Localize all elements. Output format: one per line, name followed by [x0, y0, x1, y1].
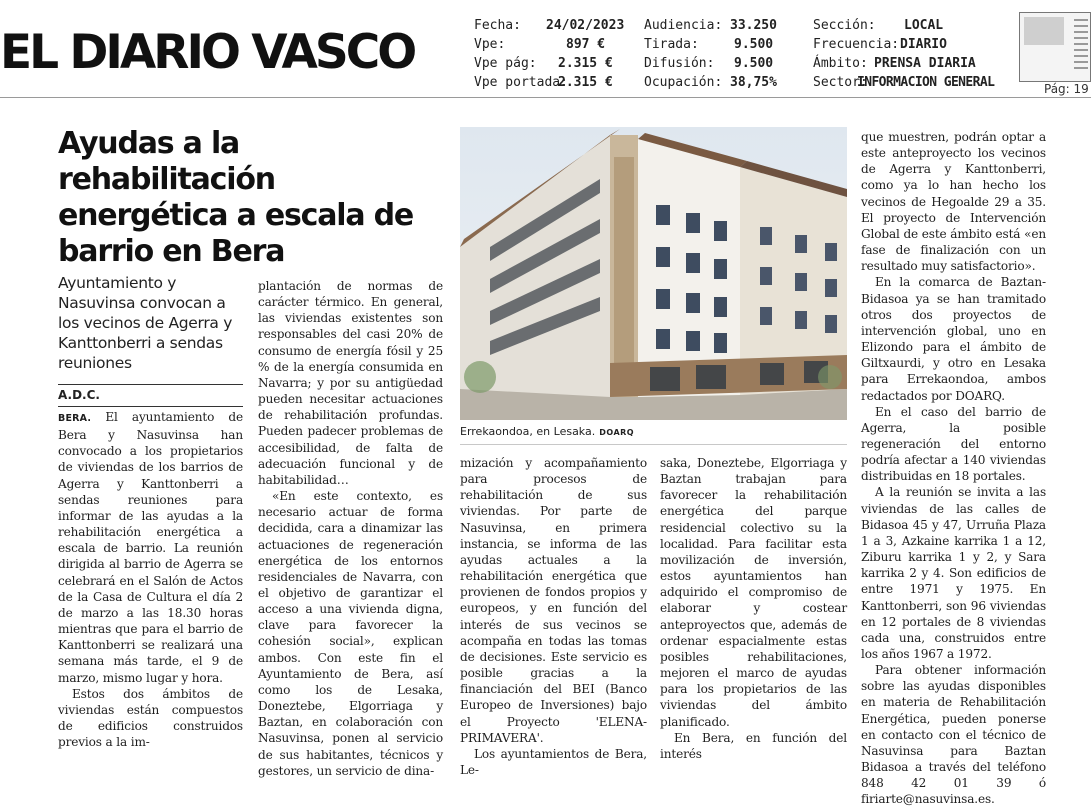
paragraph: Estos dos ámbitos de viviendas están compuestos de edificios construidos previos a la im-	[58, 686, 243, 750]
thumbnail-line	[1074, 49, 1088, 51]
paragraph: Para obtener información sobre las ayudas disponibles en materia de Rehabilitación Energética, pueden ponerse en contacto con el técnico de Nasuvinsa para Baztan Bidasoa a través del teléfono 848 42 01 39 ó firiarte@nasuvinsa.es.	[861, 663, 1046, 807]
paragraph: que muestren, podrán optar a este anteproyecto los vecinos de Agerra y Kanttonberri, como ya lo han hecho los vecinos de Hegoalde 29 a 35. El proyecto de Intervención Global de este ámbito está «en fase de finalización con un resultado muy satisfactorio».	[861, 130, 1046, 274]
thumbnail-line	[1074, 37, 1088, 39]
vpe-label: Vpe:	[474, 37, 506, 52]
vpe-value: 897 €	[566, 37, 606, 52]
header-divider	[0, 97, 1091, 98]
vpe-portada-label: Vpe portada:	[474, 75, 568, 90]
tirada-value: 9.500	[734, 37, 774, 52]
text-column-5	[861, 129, 1046, 808]
photo-credit: DOARQ	[599, 428, 635, 437]
thumbnail-line	[1074, 31, 1088, 33]
paragraph: En el caso del barrio de Agerra, la posible regeneración del entorno podría afectar a 140 viviendas distribuidas en 18 portales.	[861, 404, 1046, 484]
paragraph: saka, Doneztebe, Elgorriaga y Baztan trabajan para favorecer la rehabilitación energética del parque residencial colectivo su la localidad. Para facilitar esta movilización de inversión, estos ayuntamientos han adquirido el compromiso de elaborar y costear anteproyectos que, además de ordenar espacialmente estas posibles rehabilitaciones, mejoren el marco de ayudas para los propietarios de las viviendas del ámbito planificado.	[660, 456, 847, 729]
article-byline: A.D.C.	[58, 384, 243, 407]
ambito-label: Ámbito:	[813, 56, 868, 71]
article-photo	[460, 127, 847, 420]
audiencia-label: Audiencia:	[644, 18, 723, 33]
vpe-pag-value: 2.315 €	[558, 56, 613, 71]
tirada-label: Tirada:	[644, 37, 699, 52]
paragraph: «En este contexto, es necesario actuar de forma decidida, cara a dinamizar las actuaciones de regeneración energética de los entornos residenciales de Navarra, con el objetivo de garantizar el acceso a una vivienda digna, clave para favorecer la cohesión social», explican ambos. Con este fin el Ayuntamiento de Bera, así como los de Lesaka, Doneztebe, Elgorriaga y Baztan, en colaboración con Nasuvinsa, ponen al servicio de sus habitantes, técnicos y gestores, un servicio de dina-	[258, 489, 443, 778]
article-subhead: Ayuntamiento y Nasuvinsa convocan a los vecinos de Agerra y Kanttonberri a sendas reuniones	[58, 274, 233, 372]
paragraph: En Bera, en función del interés	[660, 730, 847, 761]
page-number: Pág: 19	[1044, 82, 1089, 96]
ocupacion-value: 38,75%	[730, 75, 777, 90]
fecha-label: Fecha:	[474, 18, 521, 33]
seccion-value: LOCAL	[904, 18, 944, 33]
ambito-value: PRENSA DIARIA	[874, 56, 976, 71]
text-column-3	[460, 455, 647, 778]
thumbnail-line	[1074, 67, 1088, 69]
thumbnail-line	[1074, 25, 1088, 27]
masthead-logo: EL DIARIO VASCO	[0, 25, 415, 80]
dateline: BERA.	[58, 413, 92, 424]
ocupacion-label: Ocupación:	[644, 75, 723, 90]
vpe-pag-label: Vpe pág:	[474, 56, 537, 71]
paragraph-text: El ayuntamiento de Bera y Nasuvinsa han convocado a los propietarios de viviendas de los barrios de Agerra y Kanttonberri a sendas reuniones para informar de las ayudas a la rehabilitación energética a escala de barrio. La reunión dirigida al barrio de Agerra se celebrará en el Salón de Actos de la Casa de Cultura el día 2 de marzo a las 18.30 horas mientras que para el barrio de Kanttonberri se realizará una semana más tarde, el 9 de marzo, mismo lugar y hora.	[58, 410, 243, 685]
frecuencia-value: DIARIO	[900, 37, 947, 52]
paragraph: A la reunión se invita a las viviendas de las calles de Bidasoa 45 y 47, Urruña Plaza 1 a 3, Azkaine karrika 1 a 12, Ziburu karrika 1 y 2, y Sara karrika 2 y 4. Son edificios de entre 1971 y 1975. En Kanttonberri, son 96 viviendas en 12 portales de 8 viviendas cada una, construidos entre los años 1967 a 1972.	[861, 485, 1046, 661]
building-rendering	[460, 127, 847, 420]
thumbnail-line	[1074, 19, 1088, 21]
seccion-label: Sección:	[813, 18, 876, 33]
fecha-value: 24/02/2023	[546, 18, 625, 33]
paragraph	[58, 409, 243, 686]
caption-divider	[460, 444, 847, 445]
sector-label: Sector:	[813, 75, 868, 90]
paragraph: Los ayuntamientos de Bera, Le-	[460, 746, 647, 777]
audiencia-value: 33.250	[730, 18, 777, 33]
thumbnail-line	[1074, 55, 1088, 57]
photo-caption	[460, 425, 847, 438]
caption-text: Errekaondoa, en Lesaka.	[460, 425, 596, 438]
difusion-value: 9.500	[734, 56, 774, 71]
thumbnail-photo	[1024, 17, 1064, 45]
paragraph: En la comarca de Baztan-Bidasoa ya se han tramitado otros dos proyectos de intervención global, uno en Elizondo para el ámbito de Giltxaurdi, y otro en Lesaka para Errekaondoa, ambos redactados por DOARQ.	[861, 275, 1046, 403]
article-headline: Ayudas a la rehabilitación energética a escala de barrio en Bera	[58, 126, 414, 269]
paragraph: mización y acompañamiento para procesos de rehabilitación de sus viviendas. Por parte de Nasuvinsa, en primera instancia, se informa de las ayudas actuales a la rehabilitación energética que provienen de fondos propios y europeos, y en función del interés de sus vecinos se acompaña en todas las tomas de decisiones. Este servicio es posible gracias a la financiación del BEI (Banco Europeo de Inversiones) bajo el Proyecto 'ELENA-PRIMAVERA'.	[460, 456, 647, 745]
text-column-1	[58, 409, 243, 750]
sector-value: INFORMACION GENERAL	[857, 75, 995, 90]
thumbnail-line	[1074, 61, 1088, 63]
vpe-portada-value: 2.315 €	[558, 75, 613, 90]
frecuencia-label: Frecuencia:	[813, 37, 900, 52]
paragraph: plantación de normas de carácter térmico. En general, las viviendas existentes son responsables del casi 20% de consumo de energía fósil y 25 % de la energía consumida en Navarra; y por su antigüedad pueden necesitar actuaciones de rehabilitación profundas. Pueden padecer problemas de accesibilidad, de falta de adecuación funcional y de habitabilidad…	[258, 279, 443, 487]
thumbnail-line	[1074, 43, 1088, 45]
text-column-2	[258, 278, 443, 779]
text-column-4	[660, 455, 847, 762]
difusion-label: Difusión:	[644, 56, 715, 71]
page-thumbnail	[1019, 12, 1091, 82]
